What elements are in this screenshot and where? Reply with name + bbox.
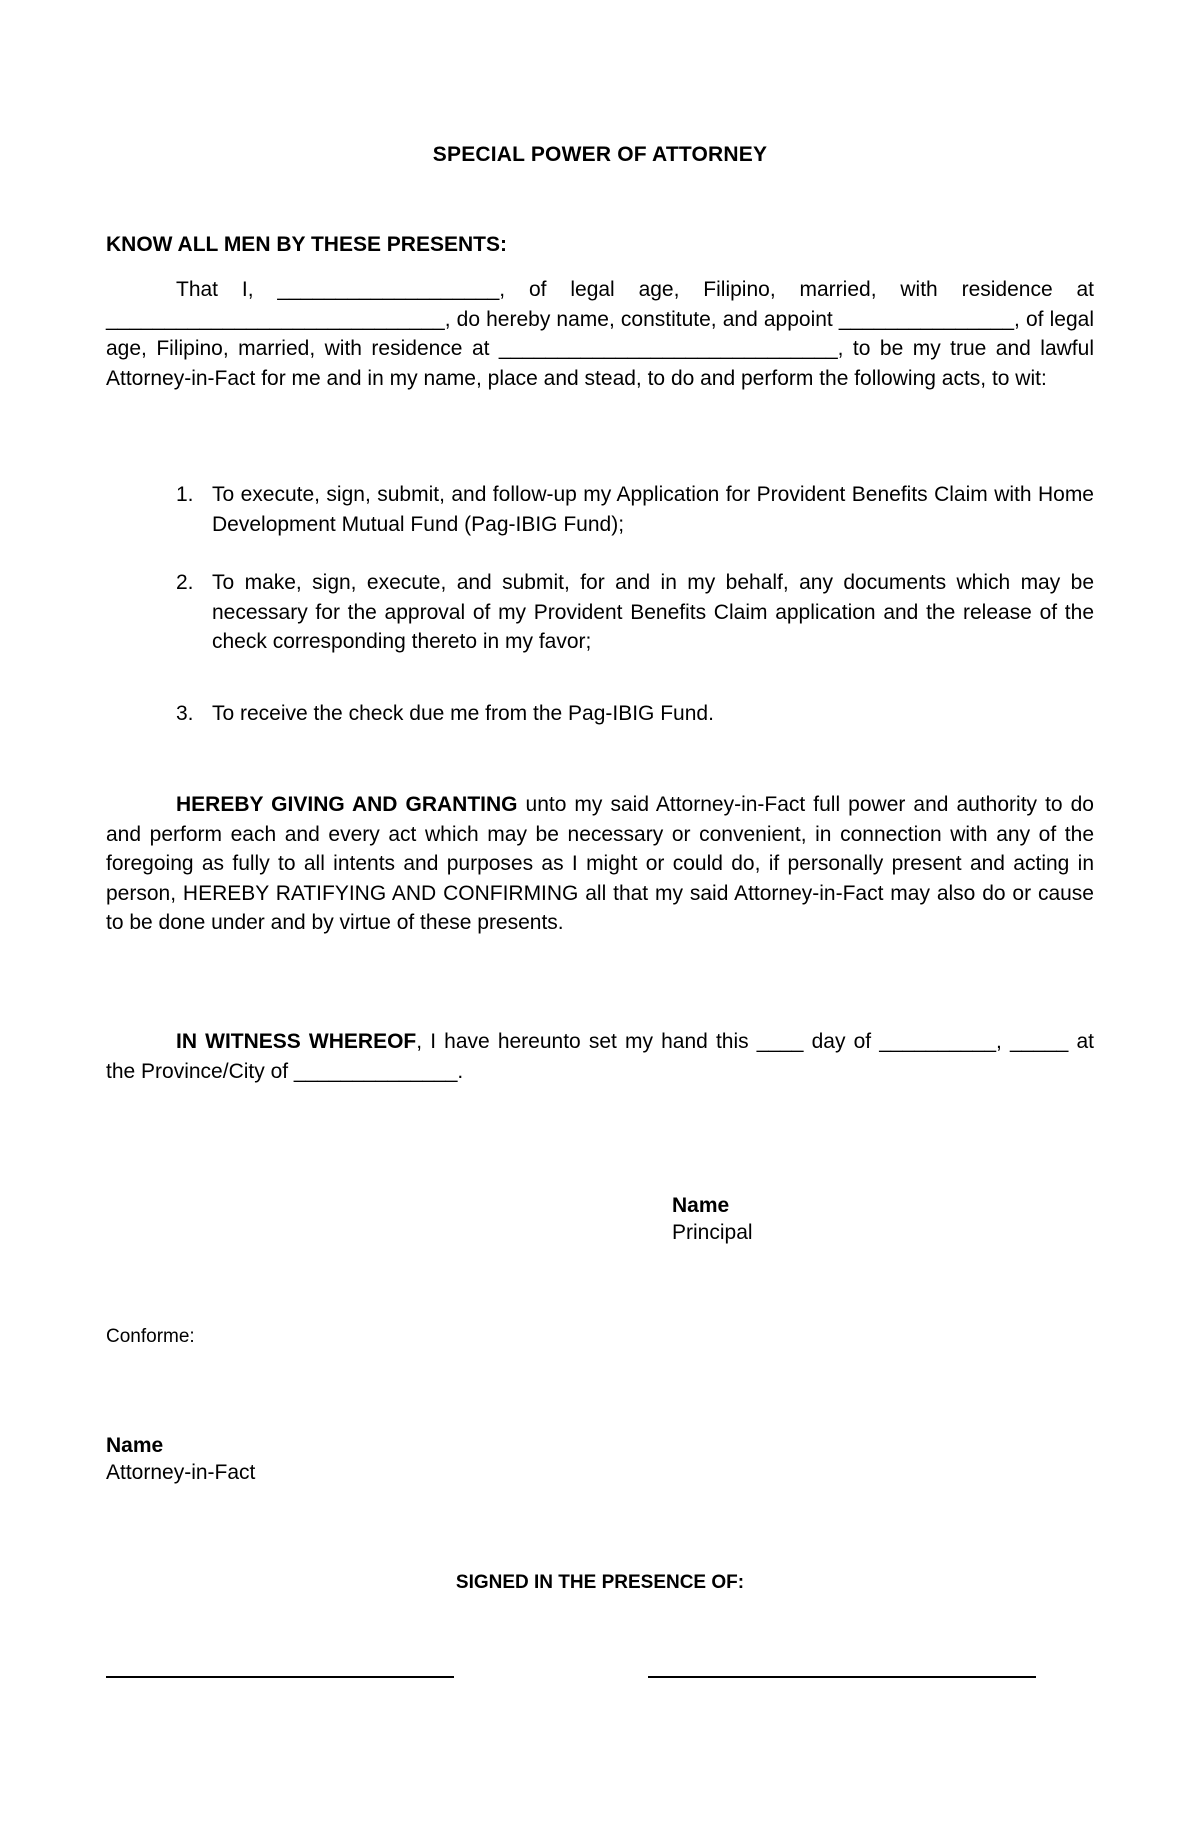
principal-signature-block bbox=[672, 1192, 753, 1246]
attorney-name: Name bbox=[106, 1434, 164, 1457]
granting-text: unto my said Attorney-in-Fact full power and authority to do and perform each and every act which may be necessary or convenient, in connection with any of the foregoing as fully to all intents and purposes as I might or could do, if personally present and acting in person, HEREBY RATIFYING AND CONFIRMING all that my said Attorney-in-Fact may also do or cause to be done under and by virtue of these presents. bbox=[106, 793, 1094, 934]
conforme-label: Conforme: bbox=[106, 1326, 195, 1347]
principal-role: Principal bbox=[672, 1221, 753, 1244]
opening-paragraph bbox=[106, 275, 1094, 393]
presence-heading: SIGNED IN THE PRESENCE OF: bbox=[455, 1572, 745, 1593]
list-item-number: 3. bbox=[176, 701, 194, 725]
list-item bbox=[172, 480, 1094, 539]
list-item-text: To make, sign, execute, and submit, for and in my behalf, any documents which may be necessary for the approval of my Provident Benefits Claim application and the release of the check corresponding thereto in my favor; bbox=[212, 571, 1094, 653]
list-item-text: To receive the check due me from the Pag-IBIG Fund. bbox=[212, 701, 714, 725]
list-item-number: 1. bbox=[176, 483, 194, 506]
acts-list bbox=[172, 480, 1094, 728]
opening-paragraph-text: That I, ___________________, of legal age, Filipino, married, with residence at _____________________________, do hereby name, constitute, and appoint _______________, of legal age, Filipino, married, with residence at _____________________________, to be my true and lawful Attorney-in-Fact for me and in my name, place and stead, to do and perform the following acts, to wit: bbox=[106, 278, 1094, 390]
granting-lead: HEREBY GIVING AND GRANTING bbox=[176, 793, 518, 816]
attorney-signature-block bbox=[106, 1432, 255, 1486]
granting-paragraph bbox=[106, 790, 1094, 938]
list-item bbox=[172, 699, 1094, 729]
attorney-role: Attorney-in-Fact bbox=[106, 1461, 256, 1484]
witness-signature-line-1 bbox=[106, 1676, 454, 1678]
greeting-heading: KNOW ALL MEN BY THESE PRESENTS: bbox=[106, 233, 507, 256]
witness-text: , I have hereunto set my hand this ____ day of __________, _____ at the Province/City of ______________. bbox=[106, 1030, 1094, 1083]
witness-signature-line-2 bbox=[648, 1676, 1036, 1678]
list-item-number: 2. bbox=[176, 571, 194, 594]
list-item-text: To execute, sign, submit, and follow-up my Application for Provident Benefits Claim with Home Development Mutual Fund (Pag-IBIG Fund); bbox=[212, 483, 1094, 536]
witness-lead: IN WITNESS WHEREOF bbox=[176, 1030, 417, 1053]
document-title: SPECIAL POWER OF ATTORNEY bbox=[432, 143, 768, 166]
witness-paragraph bbox=[106, 1027, 1094, 1086]
list-item bbox=[172, 568, 1094, 657]
principal-name: Name bbox=[672, 1194, 730, 1217]
